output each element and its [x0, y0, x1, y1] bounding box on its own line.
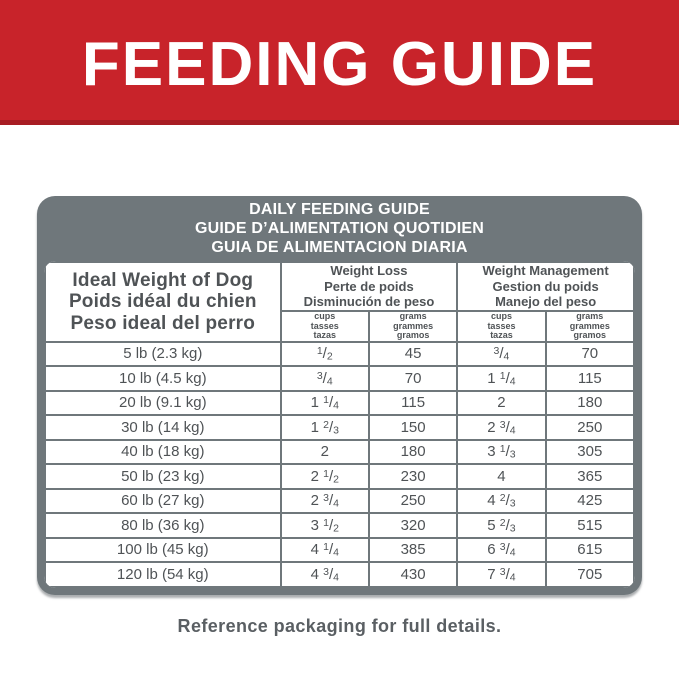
table-row [45, 342, 634, 367]
weight-loss-grams-cell: 115 [369, 391, 457, 416]
table-row [45, 464, 634, 489]
unit-cups-en: cups [490, 311, 512, 321]
weight-mgmt-grams-cell: 705 [546, 562, 634, 587]
table-row [45, 489, 634, 514]
weight-loss-grams-cell: 70 [369, 366, 457, 391]
unit-grams-es: gramos [396, 330, 430, 340]
weight-loss-grams-cell: 430 [369, 562, 457, 587]
weight-loss-cups-cell: 4 $^1/_4$ [281, 538, 369, 563]
weight-loss-cups-cell: 1 $^1/_4$ [281, 391, 369, 416]
weight-mgmt-grams-cell: 425 [546, 489, 634, 514]
weight-cell: 5 lb (2.3 kg) [45, 342, 281, 367]
unit-cups-fr: tasses [310, 320, 339, 331]
panel-title-es: GUIA DE ALIMENTACION DIARIA [211, 239, 468, 256]
weight-mgmt-cups-cell: 3 $^1/_3$ [457, 440, 545, 465]
weight-loss-cups-cell: 2 [281, 440, 369, 465]
weight-cell: 120 lb (54 kg) [45, 562, 281, 587]
weight-mgmt-grams-cell: 115 [546, 366, 634, 391]
weight-loss-cups-cell: 2 $^1/_2$ [281, 464, 369, 489]
unit-header-weight-loss-grams [369, 311, 457, 342]
table-row [45, 440, 634, 465]
weight-loss-cups-cell: 2 $^3/_4$ [281, 489, 369, 514]
weight-loss-cups-cell: 1 $^2/_3$ [281, 415, 369, 440]
weight-mgmt-label-fr: Gestion du poids [492, 278, 599, 294]
weight-mgmt-cups-cell: 2 [457, 391, 545, 416]
unit-grams-fr: grammes [393, 320, 434, 331]
feeding-table-body [45, 342, 634, 587]
panel-title-fr: GUIDE D’ALIMENTATION QUOTIDIEN [195, 220, 484, 237]
weight-mgmt-cups-cell: $^3/_4$ [457, 342, 545, 367]
column-header-weight-management [457, 262, 634, 311]
weight-loss-grams-cell: 250 [369, 489, 457, 514]
unit-cups-fr: tasses [487, 320, 516, 331]
weight-cell: 40 lb (18 kg) [45, 440, 281, 465]
unit-header-weight-loss-cups [281, 311, 369, 342]
weight-loss-grams-cell: 180 [369, 440, 457, 465]
ideal-weight-label-fr: Poids idéal du chien [68, 291, 257, 312]
weight-cell: 10 lb (4.5 kg) [45, 366, 281, 391]
unit-grams-es: gramos [573, 330, 607, 340]
weight-cell: 60 lb (27 kg) [45, 489, 281, 514]
weight-mgmt-cups-cell: 4 [457, 464, 545, 489]
weight-mgmt-grams-cell: 180 [546, 391, 634, 416]
unit-cups-es: tazas [313, 330, 337, 340]
panel-title [44, 196, 635, 261]
table-row [45, 538, 634, 563]
weight-cell: 80 lb (36 kg) [45, 513, 281, 538]
weight-loss-cups-cell: 4 $^3/_4$ [281, 562, 369, 587]
unit-grams-fr: grammes [569, 320, 610, 331]
feeding-guide-banner [0, 0, 679, 125]
weight-mgmt-cups-cell: 7 $^3/_4$ [457, 562, 545, 587]
weight-loss-label-es: Disminución de peso [303, 294, 435, 310]
weight-loss-cups-cell: $^3/_4$ [281, 366, 369, 391]
weight-mgmt-grams-cell: 70 [546, 342, 634, 367]
header-row-languages [45, 262, 634, 311]
weight-cell: 20 lb (9.1 kg) [45, 391, 281, 416]
panel-title-en: DAILY FEEDING GUIDE [249, 201, 430, 218]
weight-mgmt-grams-cell: 305 [546, 440, 634, 465]
weight-mgmt-grams-cell: 250 [546, 415, 634, 440]
weight-cell: 30 lb (14 kg) [45, 415, 281, 440]
daily-feeding-guide-panel [37, 196, 642, 595]
weight-cell: 50 lb (23 kg) [45, 464, 281, 489]
weight-loss-label-fr: Perte de poids [324, 278, 414, 294]
weight-mgmt-cups-cell: 1 $^1/_4$ [457, 366, 545, 391]
unit-header-weight-mgmt-cups [457, 311, 545, 342]
weight-loss-grams-cell: 150 [369, 415, 457, 440]
weight-loss-label-en: Weight Loss [330, 263, 408, 279]
feeding-table [44, 261, 635, 588]
weight-cell: 100 lb (45 kg) [45, 538, 281, 563]
unit-header-weight-mgmt-grams [546, 311, 634, 342]
table-row [45, 562, 634, 587]
weight-mgmt-grams-cell: 615 [546, 538, 634, 563]
page-title: FEEDING GUIDE [81, 29, 598, 99]
table-row [45, 513, 634, 538]
weight-mgmt-label-en: Weight Management [482, 263, 609, 279]
weight-mgmt-grams-cell: 515 [546, 513, 634, 538]
weight-mgmt-cups-cell: 2 $^3/_4$ [457, 415, 545, 440]
feeding-table-container [44, 261, 635, 588]
weight-loss-grams-cell: 320 [369, 513, 457, 538]
ideal-weight-label-en: Ideal Weight of Dog [72, 269, 254, 291]
unit-grams-en: grams [576, 311, 604, 321]
weight-loss-grams-cell: 385 [369, 538, 457, 563]
weight-loss-grams-cell: 45 [369, 342, 457, 367]
unit-cups-es: tazas [490, 330, 513, 340]
column-header-weight-loss [281, 262, 458, 311]
footer-note: Reference packaging for full details. [177, 615, 502, 636]
weight-mgmt-cups-cell: 5 $^2/_3$ [457, 513, 545, 538]
weight-loss-cups-cell: $^1/_2$ [281, 342, 369, 367]
weight-mgmt-label-es: Manejo del peso [495, 294, 597, 310]
unit-grams-en: grams [399, 311, 427, 321]
weight-mgmt-grams-cell: 365 [546, 464, 634, 489]
weight-loss-grams-cell: 230 [369, 464, 457, 489]
table-row [45, 415, 634, 440]
weight-loss-cups-cell: 3 $^1/_2$ [281, 513, 369, 538]
weight-mgmt-cups-cell: 4 $^2/_3$ [457, 489, 545, 514]
table-row [45, 366, 634, 391]
ideal-weight-label-es: Peso ideal del perro [70, 312, 256, 334]
unit-cups-en: cups [314, 311, 336, 321]
weight-mgmt-cups-cell: 6 $^3/_4$ [457, 538, 545, 563]
column-header-ideal-weight [45, 262, 281, 342]
table-row [45, 391, 634, 416]
